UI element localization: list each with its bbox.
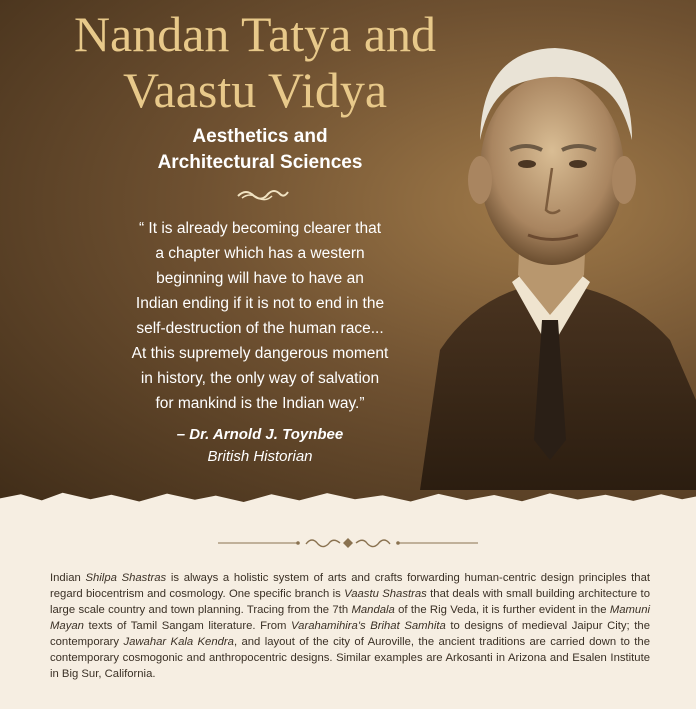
body-emphasis: Jawahar Kala Kendra [123,636,234,648]
body-text: of the Rig Veda, it is further evident in the [394,604,610,616]
subtitle [120,124,400,176]
quote-author-role: British Historian [207,448,313,465]
body-text: texts of Tamil Sangam literature. From [83,620,292,632]
subtitle-line-1: Aesthetics and [192,126,328,147]
subtitle-line-2: Architectural Sciences [157,152,363,173]
quote-author: – Dr. Arnold J. Toynbee [176,426,344,443]
page-title [20,6,490,118]
quote-line: At this supremely dangerous moment [131,345,389,362]
body-emphasis: Mandala [351,604,395,616]
body-paragraph [50,570,650,682]
quote-block [105,216,415,416]
body-text: to designs of medieval Jaipur City; the contemporary [50,620,650,648]
body-text: Indian [50,572,86,584]
quote-line: for mankind is the Indian way.” [155,395,365,412]
body-text: that deals with small building architecture to large scale country and town planning. Tracing from the 7th [50,588,650,616]
body-emphasis: Varahamihira's Brihat Samhita [291,620,446,632]
body-text: is always a holistic system of arts and crafts forwarding human-centric design principles that regard biocentrism and cosmology. One specific branch is [50,572,651,600]
body-emphasis: Vaastu Shastras [344,588,427,600]
flourish-ornament-icon [236,186,290,202]
title-line-2: Vaastu Vidya [122,62,388,118]
quote-line: “ It is already becoming clearer that [138,220,382,237]
quote-line: self-destruction of the human race... [136,320,384,337]
ornamental-divider-icon [218,532,478,554]
body-emphasis: Mamuni Mayan [50,604,650,632]
quote-line: a chapter which has a western [155,245,365,262]
body-text: , and layout of the city of Auroville, the ancient traditions are carried down to the contemporary cosmogonic and anthropocentric designs. Similar examples are Arkosanti in Arizona and Esalen Institute in Big Sur, California. [50,636,650,680]
title-line-1: Nandan Tatya and [73,6,437,62]
quote-line: in history, the only way of salvation [140,370,380,387]
quote-line: beginning will have to have an [156,270,364,287]
body-emphasis: Shilpa Shastras [85,572,167,584]
quote-line: Indian ending if it is not to end in the [135,295,385,312]
